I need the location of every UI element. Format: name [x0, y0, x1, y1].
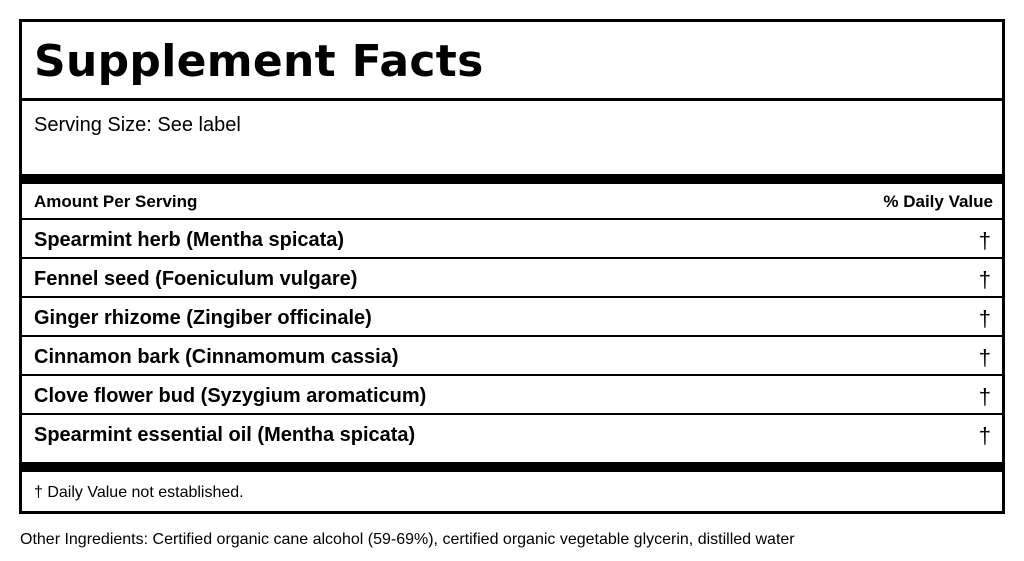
daily-value-footnote: † Daily Value not established.: [34, 484, 244, 501]
amount-header-row: [22, 184, 1002, 220]
ingredient-daily-value: †: [978, 384, 991, 409]
ingredient-row: [22, 376, 1002, 415]
footnote-row: [22, 472, 1002, 511]
ingredient-name: Fennel seed (Foeniculum vulgare): [34, 268, 358, 290]
ingredient-row: [22, 259, 1002, 298]
ingredient-row: [22, 220, 1002, 259]
serving-size-row: [22, 101, 1002, 174]
ingredient-daily-value: †: [978, 228, 991, 253]
daily-value-header: % Daily Value: [883, 192, 993, 211]
ingredient-row: [22, 337, 1002, 376]
ingredient-name: Ginger rhizome (Zingiber officinale): [34, 307, 372, 329]
ingredient-row: [22, 415, 1002, 452]
ingredient-daily-value: †: [978, 423, 991, 448]
ingredient-name: Spearmint essential oil (Mentha spicata): [34, 424, 416, 446]
ingredient-daily-value: †: [978, 345, 991, 370]
ingredient-daily-value: †: [978, 267, 991, 292]
other-ingredients: Other Ingredients: Certified organic cane alcohol (59-69%), certified organic vegetable glycerin, distilled water: [20, 531, 795, 548]
thick-divider-bottom: [22, 462, 1002, 472]
ingredient-row: [22, 298, 1002, 337]
panel-title: Supplement Facts: [34, 36, 484, 87]
amount-per-serving-label: Amount Per Serving: [34, 192, 198, 211]
serving-size: Serving Size: See label: [34, 114, 241, 136]
title-row: [22, 22, 1002, 101]
thick-divider-top: [22, 174, 1002, 184]
ingredient-name: Clove flower bud (Syzygium aromaticum): [34, 385, 427, 407]
ingredient-daily-value: †: [978, 306, 991, 331]
ingredient-list: [22, 220, 1002, 452]
ingredient-name: Cinnamon bark (Cinnamomum cassia): [34, 346, 399, 368]
ingredient-name: Spearmint herb (Mentha spicata): [34, 229, 345, 251]
supplement-facts-panel: [19, 19, 1005, 514]
